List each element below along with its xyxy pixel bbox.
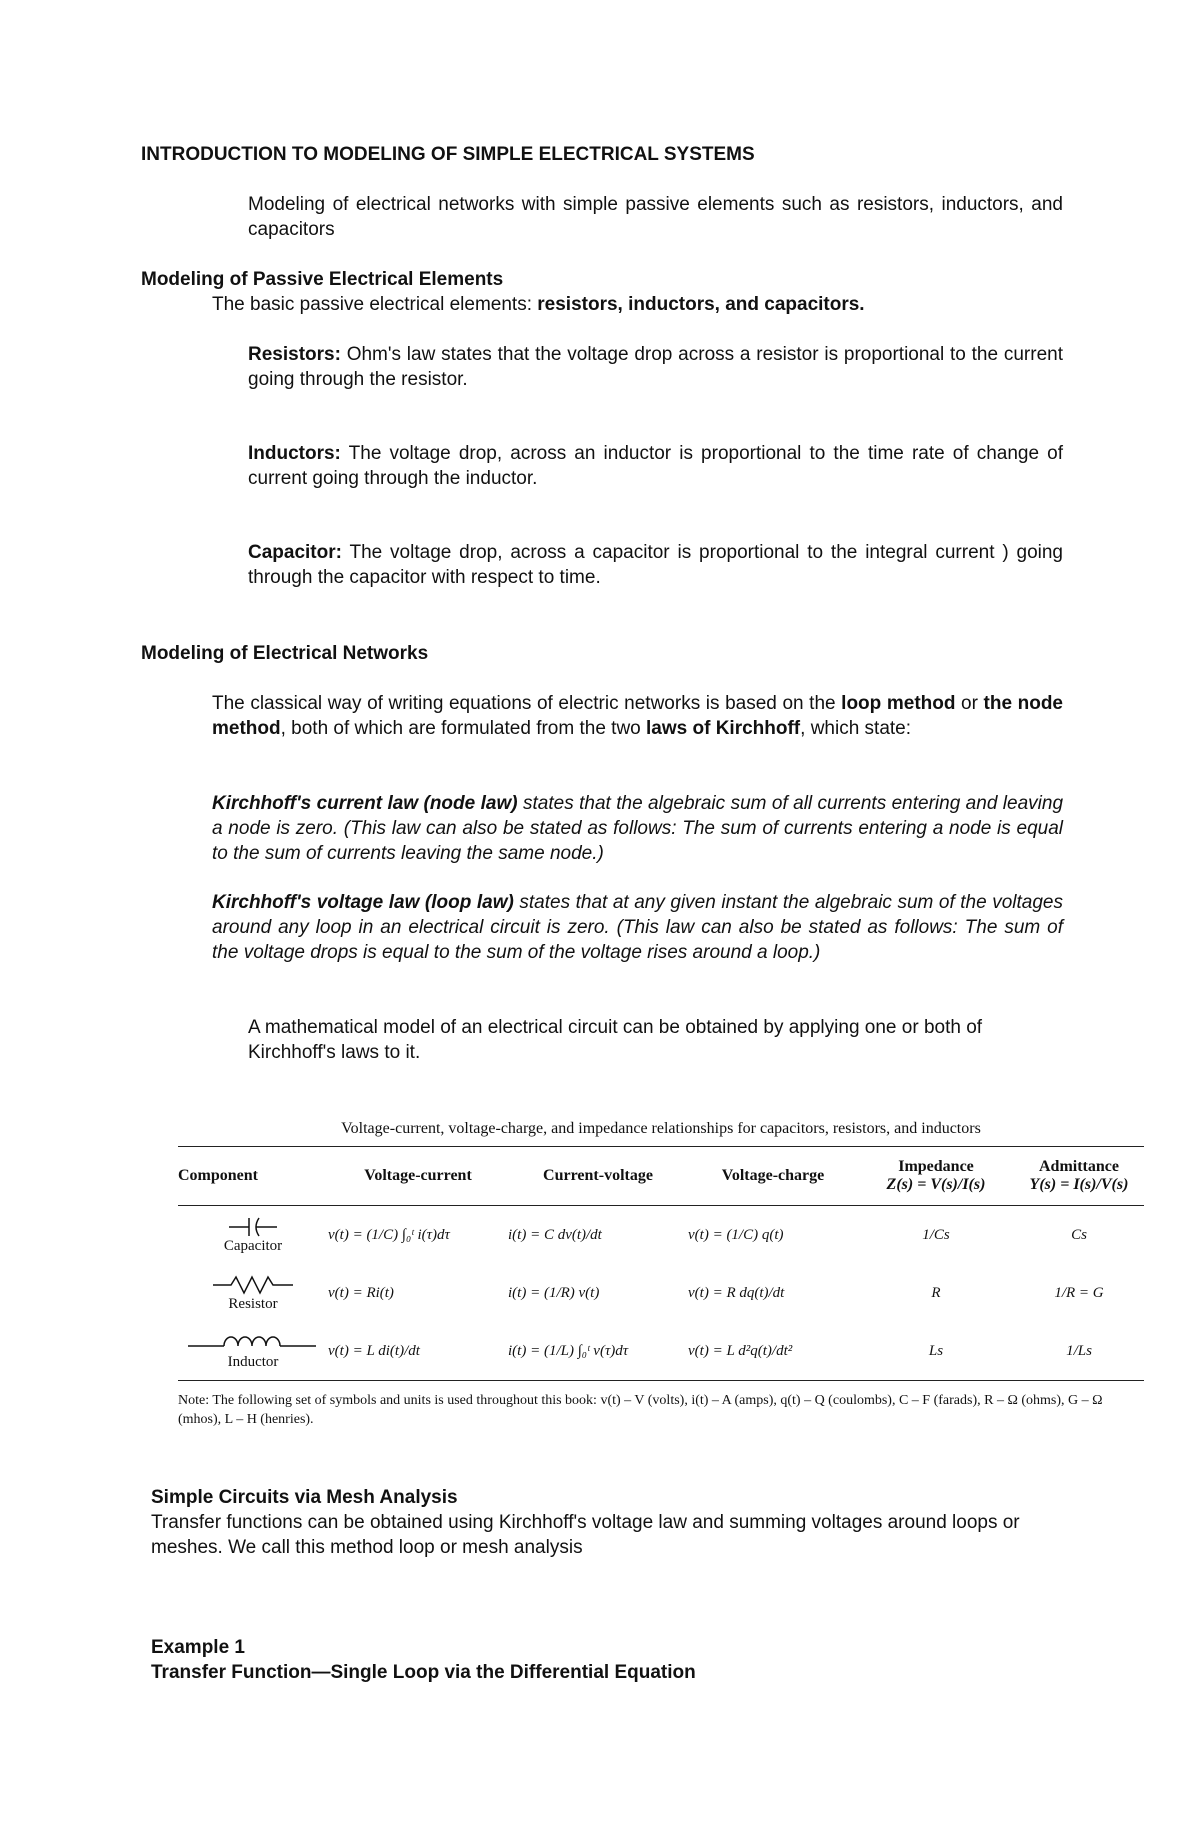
- cell-current-voltage: i(t) = (1/L) ∫₀ᵗ v(τ)dτ: [508, 1342, 629, 1359]
- networks-text-a: The classical way of writing equations of electric networks is based on the: [212, 693, 842, 714]
- cell-voltage-charge: v(t) = L d²q(t)/dt²: [688, 1342, 793, 1359]
- resistors-text: Ohm's law states that the voltage drop across a resistor is proportional to the current going through the resistor.: [248, 344, 1063, 390]
- table-note: Note: The following set of symbols and units is used throughout this book: v(t) – V (volts), i(t) – A (amps), q(t) – Q (coulombs), C – F (farads), R – Ω (ohms), G – Ω (mhos), L – H (henries).: [178, 1393, 1103, 1427]
- component-cell: [178, 1274, 328, 1313]
- example-label: Example 1: [151, 1637, 245, 1658]
- cell-admittance: Cs: [1071, 1226, 1087, 1243]
- resistors-paragraph: [248, 342, 1063, 392]
- header-admittance-sub: Y(s) = I(s)/V(s): [1029, 1176, 1129, 1193]
- cell-current-voltage: i(t) = (1/R) v(t): [508, 1284, 600, 1301]
- kvl-label: Kirchhoff's voltage law (loop law): [212, 892, 514, 913]
- inductors-paragraph: [248, 441, 1063, 491]
- header-voltage-current: Voltage-current: [364, 1167, 472, 1184]
- table-row: [178, 1206, 1144, 1264]
- relationships-table: [178, 1120, 1144, 1429]
- cell-voltage-current: v(t) = L di(t)/dt: [328, 1342, 420, 1359]
- kvl-paragraph: [212, 890, 1063, 965]
- mesh-text: Transfer functions can be obtained using Kirchhoff's voltage law and summing voltages around loops or meshes. We call this method loop or mesh analysis: [151, 1512, 1020, 1558]
- cell-voltage-charge: v(t) = (1/C) q(t): [688, 1226, 784, 1243]
- passive-heading: Modeling of Passive Electrical Elements: [141, 269, 504, 290]
- header-component: Component: [178, 1167, 259, 1184]
- component-cell: [178, 1216, 328, 1255]
- passive-lead: [212, 292, 1112, 317]
- inductors-label: Inductors:: [248, 443, 341, 464]
- header-admittance-label: Admittance: [1039, 1158, 1119, 1175]
- header-impedance: [858, 1158, 1014, 1194]
- cell-admittance: 1/R = G: [1054, 1284, 1104, 1301]
- networks-paragraph: [212, 691, 1063, 741]
- capacitor-label: Capacitor:: [248, 542, 342, 563]
- intro-text: Modeling of electrical networks with simple passive elements such as resistors, inductors, and capacitors: [248, 194, 1063, 240]
- mesh-heading: Simple Circuits via Mesh Analysis: [151, 1487, 458, 1508]
- resistors-label: Resistors:: [248, 344, 341, 365]
- cell-voltage-current: v(t) = Ri(t): [328, 1284, 394, 1301]
- header-impedance-label: Impedance: [898, 1158, 974, 1175]
- loop-method-term: loop method: [841, 693, 956, 714]
- inductors-text: The voltage drop, across an inductor is proportional to the time rate of change of current going through the inductor.: [248, 443, 1063, 489]
- table-row: [178, 1322, 1144, 1380]
- kvl-text: states that at any given instant the algebraic sum of the voltages around any loop in an electrical circuit is zero. (This law can also be stated as follows: The sum of the voltage drops is equal to the sum of the voltage rises around a loop.): [212, 892, 1063, 963]
- table-row: [178, 1264, 1144, 1322]
- cell-voltage-current: v(t) = (1/C) ∫₀ᵗ i(τ)dτ: [328, 1226, 450, 1243]
- inductor-icon: [188, 1332, 318, 1354]
- cell-voltage-charge: v(t) = R dq(t)/dt: [688, 1284, 785, 1301]
- header-voltage-charge: Voltage-charge: [721, 1167, 825, 1184]
- cell-impedance: 1/Cs: [922, 1226, 950, 1243]
- kcl-text: states that the algebraic sum of all currents entering and leaving a node is zero. (This law can also be stated as follows: The sum of currents entering a node is equal to the sum of currents leaving the same node.): [212, 793, 1064, 864]
- kcl-label: Kirchhoff's current law (node law): [212, 793, 518, 814]
- header-current-voltage: Current-voltage: [543, 1167, 653, 1184]
- networks-text-c: or: [955, 693, 984, 714]
- header-admittance: [1014, 1158, 1144, 1194]
- cell-impedance: R: [931, 1284, 941, 1301]
- capacitor-paragraph: [248, 540, 1063, 590]
- kirchhoff-laws-term: laws of Kirchhoff: [646, 718, 801, 739]
- cell-impedance: Ls: [928, 1342, 944, 1359]
- capacitor-text: The voltage drop, across a capacitor is proportional to the integral current ) going through the capacitor with respect to time.: [248, 542, 1063, 588]
- component-name: Capacitor: [223, 1237, 283, 1254]
- table-title: Voltage-current, voltage-charge, and impedance relationships for capacitors, resistors, and inductors: [341, 1120, 981, 1137]
- model-paragraph: A mathematical model of an electrical circuit can be obtained by applying one or both of Kirchhoff's laws to it.: [248, 1017, 983, 1063]
- component-cell: [178, 1332, 328, 1371]
- passive-lead-bold: resistors, inductors, and capacitors.: [537, 294, 865, 315]
- page-title: INTRODUCTION TO MODELING OF SIMPLE ELECTRICAL SYSTEMS: [141, 144, 755, 165]
- table-header-row: [178, 1147, 1144, 1205]
- kcl-paragraph: [212, 791, 1063, 866]
- component-name: Inductor: [227, 1353, 279, 1370]
- table-bottom-rule: [178, 1380, 1144, 1381]
- networks-text-e: , both of which are formulated from the two: [280, 718, 647, 739]
- node-method-term: the node method: [212, 693, 1063, 739]
- capacitor-icon: [223, 1216, 283, 1238]
- cell-admittance: 1/Ls: [1066, 1342, 1092, 1359]
- resistor-icon: [211, 1274, 295, 1296]
- cell-current-voltage: i(t) = C dv(t)/dt: [508, 1226, 602, 1243]
- component-name: Resistor: [228, 1295, 278, 1312]
- passive-lead-text: The basic passive electrical elements:: [212, 294, 538, 315]
- networks-heading: Modeling of Electrical Networks: [141, 643, 429, 664]
- header-impedance-sub: Z(s) = V(s)/I(s): [886, 1176, 986, 1193]
- example-title: Transfer Function—Single Loop via the Differential Equation: [151, 1662, 696, 1683]
- networks-text-g: , which state:: [800, 718, 912, 739]
